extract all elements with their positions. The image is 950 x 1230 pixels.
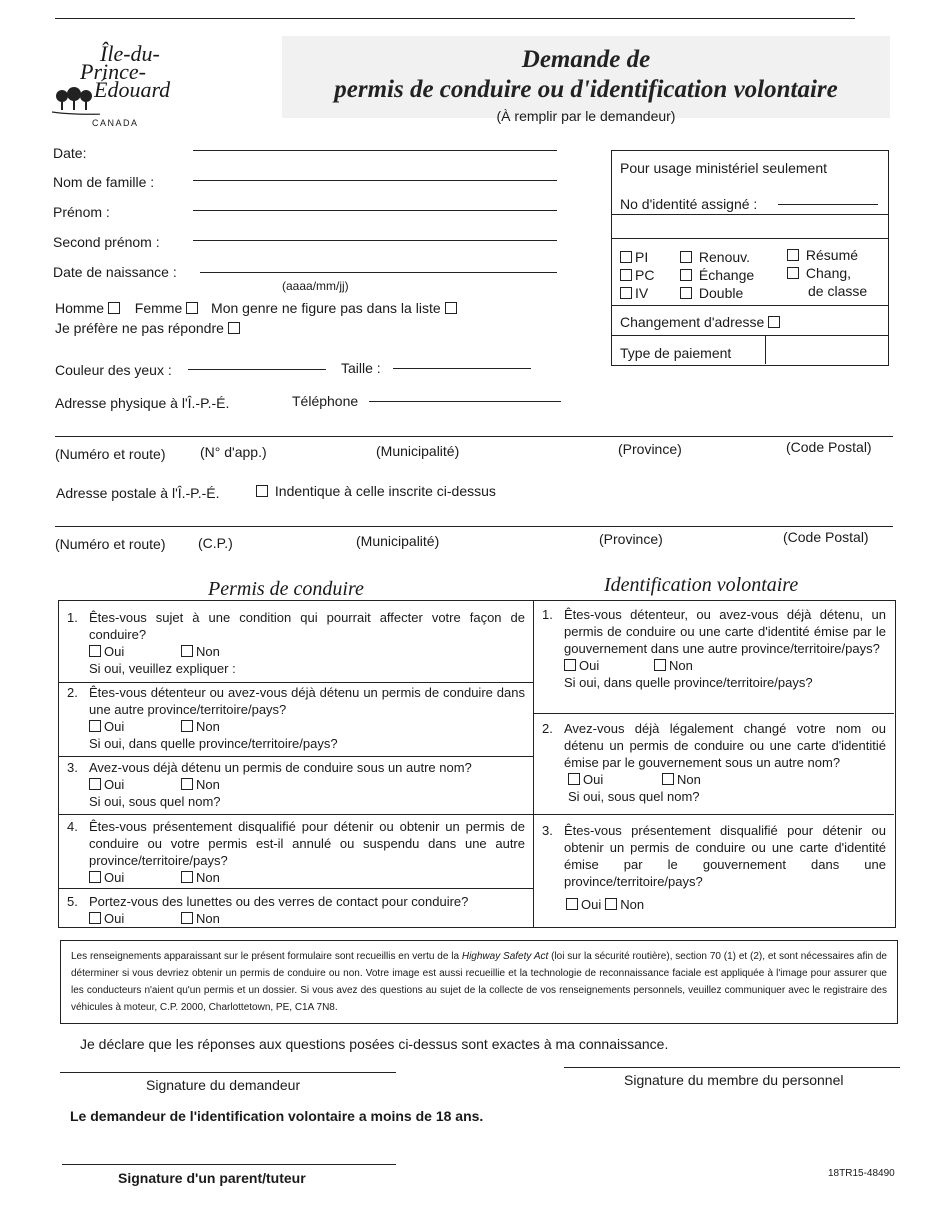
addr1-street-label: (Numéro et route) — [55, 446, 166, 462]
pi-checkbox[interactable] — [620, 251, 632, 263]
left-q5-answers: Oui Non — [89, 910, 525, 927]
male-label: Homme — [55, 300, 105, 316]
right-q1-answers: Oui Non — [564, 657, 886, 674]
same-address-checkbox[interactable] — [256, 485, 268, 497]
postal-address-label: Adresse postale à l'Î.-P.-É. — [56, 485, 220, 501]
applicant-signature-label: Signature du demandeur — [146, 1077, 301, 1093]
exchange-checkbox[interactable] — [680, 269, 692, 281]
staff-signature-label: Signature du membre du personnel — [624, 1072, 844, 1088]
trees-icon — [52, 84, 100, 116]
office-divider-1 — [612, 214, 888, 215]
left-q2-follow: Si oui, dans quelle province/territoire/pays? — [89, 736, 338, 751]
office-title: Pour usage ministériel seulement — [620, 160, 827, 176]
right-q1-yes-checkbox[interactable] — [564, 659, 576, 671]
summary-checkbox[interactable] — [787, 249, 799, 261]
eye-color-label: Couleur des yeux : — [55, 362, 172, 378]
applicant-signature-field[interactable] — [60, 1072, 396, 1073]
right-question-2: 2. Avez-vous déjà légalement changé votre nom ou détenu un permis de conduire ou une carte d'identitié émise par le gouvernement sous un autre nom? Oui Non Si oui, sous quel nom? — [542, 721, 886, 804]
parent-signature-field[interactable] — [62, 1164, 396, 1165]
form-code: 18TR15-48490 — [828, 1168, 895, 1179]
prefer-not-label: Je préfère ne pas répondre — [55, 320, 224, 336]
birth-date-label: Date de naissance : — [53, 264, 177, 280]
change-class-checkbox[interactable] — [787, 267, 799, 279]
gender-not-listed-label: Mon genre ne figure pas dans la liste — [211, 300, 441, 316]
office-divider-3 — [612, 305, 888, 306]
phone-label: Téléphone — [292, 393, 359, 409]
height-field[interactable] — [393, 368, 531, 369]
addr2-postal-label: (Code Postal) — [783, 529, 869, 545]
logo-line-3: Édouard — [94, 77, 171, 102]
logo-line-1: Île-du- — [100, 41, 160, 66]
iv-checkbox[interactable] — [620, 287, 632, 299]
left-row-divider-4 — [59, 888, 533, 889]
date-field[interactable] — [193, 150, 557, 151]
title-line-1: Demande de — [521, 46, 651, 73]
questions-column-divider — [533, 600, 534, 928]
left-section-title: Permis de conduire — [208, 578, 364, 600]
left-q1-no-checkbox[interactable] — [181, 645, 193, 657]
right-row-divider-2 — [534, 814, 894, 815]
left-q1-follow: Si oui, veuillez expliquer : — [89, 661, 236, 676]
left-row-divider-2 — [59, 756, 533, 757]
prefer-not-checkbox[interactable] — [228, 322, 240, 334]
left-q2-yes-checkbox[interactable] — [89, 720, 101, 732]
addr2-province-label: (Province) — [599, 531, 663, 547]
left-q3-answers: Oui Non — [89, 776, 525, 793]
pi-label: PI — [635, 249, 649, 265]
pc-label: PC — [635, 267, 655, 283]
left-q4-no-checkbox[interactable] — [181, 871, 193, 883]
female-label: Femme — [134, 300, 183, 316]
declaration: Je déclare que les réponses aux questions posées ci-dessus sont exactes à ma connaissance. — [80, 1036, 669, 1052]
right-section-title: Identification volontaire — [604, 574, 799, 596]
addr1-apt-label: (N° d'app.) — [200, 444, 267, 460]
logo-line-2: Prince- — [80, 59, 146, 84]
renew-label: Renouv. — [698, 249, 750, 265]
gender-options — [55, 300, 460, 316]
phone-field[interactable] — [369, 401, 561, 402]
office-divider-4 — [612, 335, 888, 336]
right-q2-yes-checkbox[interactable] — [568, 773, 580, 785]
double-label: Double — [698, 285, 744, 301]
right-q3-no-checkbox[interactable] — [605, 898, 617, 910]
left-q4-answers: Oui Non — [89, 869, 525, 886]
left-q1-yes-checkbox[interactable] — [89, 645, 101, 657]
right-question-1: 1. Êtes-vous détenteur, ou avez-vous déjà détenu, un permis de conduire ou une carte d'identité émise par le gouvernement dans une autre province/territoire/pays? Oui Non Si oui, dans quelle province/territoire/pays? — [542, 607, 886, 690]
office-col-3 — [787, 246, 867, 300]
right-q1-no-checkbox[interactable] — [654, 659, 666, 671]
left-question-1: 1. Êtes-vous sujet à une condition qui pourrait affecter votre façon de conduire? Oui Non Si oui, veuillez expliquer : — [67, 610, 525, 676]
last-name-field[interactable] — [193, 180, 557, 181]
left-q2-no-checkbox[interactable] — [181, 720, 193, 732]
office-col-1 — [620, 248, 654, 302]
postal-address-field[interactable] — [55, 526, 893, 527]
subtitle: (À remplir par le demandeur) — [496, 108, 676, 124]
right-q3-answers: Oui Non — [566, 896, 886, 913]
addr2-po-label: (C.P.) — [198, 535, 233, 551]
left-q5-no-checkbox[interactable] — [181, 912, 193, 924]
physical-address-label: Adresse physique à l'Î.-P.-É. — [55, 395, 230, 411]
left-question-2: 2. Êtes-vous détenteur ou avez-vous déjà détenu un permis de conduire dans une autre province/territoire/pays? Oui Non Si oui, dans quelle province/territoire/pays? — [67, 685, 525, 751]
double-checkbox[interactable] — [680, 287, 692, 299]
logo-country: CANADA — [92, 118, 139, 128]
same-address-option — [256, 483, 496, 499]
renew-checkbox[interactable] — [680, 251, 692, 263]
privacy-notice: Les renseignements apparaissant sur le présent formulaire sont recueillis en vertu de la Highway Safety Act (loi sur la sécurité routière), section 70 (1) et (2), et sont nécessaires afin de déterminer si vous devriez obtenir un permis de conduire ou non. Votre image est aussi recueillie et la technologie de reconnaissance faciale est appliquée à l'image pour assurer que les conducteurs n'aient qu'un permis et un dossier. Si vous avez des questions au sujet de la collecte de vos renseignements personnels, veuillez communiquer avec le registraire des véhicules à moteur, C.P. 2000, Charlottetown, PE, C1A 7N8. — [71, 951, 887, 1013]
address-change-label: Changement d'adresse — [620, 314, 765, 330]
payment-divider — [765, 335, 766, 364]
left-q2-answers: Oui Non — [89, 718, 525, 735]
first-name-label: Prénom : — [53, 204, 110, 220]
left-q4-yes-checkbox[interactable] — [89, 871, 101, 883]
addr2-street-label: (Numéro et route) — [55, 536, 166, 552]
addr2-municipality-label: (Municipalité) — [356, 533, 440, 549]
right-row-divider-1 — [534, 713, 894, 714]
top-rule — [55, 18, 855, 19]
iv-label: IV — [635, 285, 649, 301]
birth-date-field[interactable] — [200, 272, 557, 273]
summary-label: Résumé — [805, 247, 859, 263]
office-id-label: No d'identité assigné : — [620, 196, 758, 212]
minor-note: Le demandeur de l'identification volontaire a moins de 18 ans. — [70, 1108, 484, 1124]
right-q3-yes-checkbox[interactable] — [566, 898, 578, 910]
right-q2-follow: Si oui, sous quel nom? — [568, 789, 700, 804]
title-line-2: permis de conduire ou d'identification volontaire — [334, 76, 838, 103]
date-format-hint: (aaaa/mm/jj) — [282, 279, 349, 293]
office-id-field[interactable] — [778, 204, 878, 205]
left-q5-yes-checkbox[interactable] — [89, 912, 101, 924]
address-change-option — [620, 314, 783, 330]
office-divider-2 — [612, 238, 888, 239]
left-question-5: 5. Portez-vous des lunettes ou des verres de contact pour conduire? Oui Non — [67, 893, 525, 927]
staff-signature-field[interactable] — [564, 1067, 900, 1068]
pc-checkbox[interactable] — [620, 269, 632, 281]
prefer-not-option — [55, 320, 243, 336]
payment-type-label: Type de paiement — [620, 345, 732, 361]
middle-name-label: Second prénom : — [53, 234, 160, 250]
left-q3-yes-checkbox[interactable] — [89, 778, 101, 790]
gender-not-listed-checkbox[interactable] — [445, 302, 457, 314]
last-name-label: Nom de famille : — [53, 174, 155, 190]
right-q2-no-checkbox[interactable] — [662, 773, 674, 785]
female-checkbox[interactable] — [186, 302, 198, 314]
left-q3-no-checkbox[interactable] — [181, 778, 193, 790]
parent-signature-label: Signature d'un parent/tuteur — [118, 1170, 306, 1186]
left-row-divider-3 — [59, 814, 533, 815]
eye-color-field[interactable] — [188, 369, 326, 370]
addr1-municipality-label: (Municipalité) — [376, 443, 460, 459]
address-change-checkbox[interactable] — [768, 316, 780, 328]
left-question-3: 3. Avez-vous déjà détenu un permis de conduire sous un autre nom? Oui Non Si oui, sous quel nom? — [67, 759, 525, 810]
middle-name-field[interactable] — [193, 240, 557, 241]
right-q2-answers: Oui Non — [568, 771, 886, 788]
male-checkbox[interactable] — [108, 302, 120, 314]
date-label: Date: — [53, 145, 87, 161]
addr1-province-label: (Province) — [618, 441, 682, 457]
left-question-4: 4. Êtes-vous présentement disqualifié pour détenir ou obtenir un permis de conduire ou votre permis est-il annulé ou suspendu dans une autre province/territoire/pays? Oui Non — [67, 819, 525, 885]
pei-logo — [48, 41, 198, 134]
left-q1-answers: Oui Non — [89, 643, 525, 660]
physical-address-field[interactable] — [55, 436, 893, 437]
same-address-label: Indentique à celle inscrite ci-dessus — [274, 483, 496, 499]
left-row-divider-1 — [59, 682, 533, 683]
change-class-label-2: de classe — [808, 283, 868, 299]
exchange-label: Échange — [698, 267, 755, 283]
left-q3-follow: Si oui, sous quel nom? — [89, 794, 221, 809]
office-col-2 — [680, 248, 754, 302]
addr1-postal-label: (Code Postal) — [786, 439, 872, 455]
first-name-field[interactable] — [193, 210, 557, 211]
right-q1-follow: Si oui, dans quelle province/territoire/pays? — [564, 675, 813, 690]
right-question-3: 3. Êtes-vous présentement disqualifié pour détenir ou obtenir un permis de conduire ou une carte d'identité émise par le gouvernement dans une province/territoire/pays? Oui Non — [542, 823, 886, 912]
change-class-label-1: Chang, — [805, 265, 852, 281]
height-label: Taille : — [341, 360, 381, 376]
